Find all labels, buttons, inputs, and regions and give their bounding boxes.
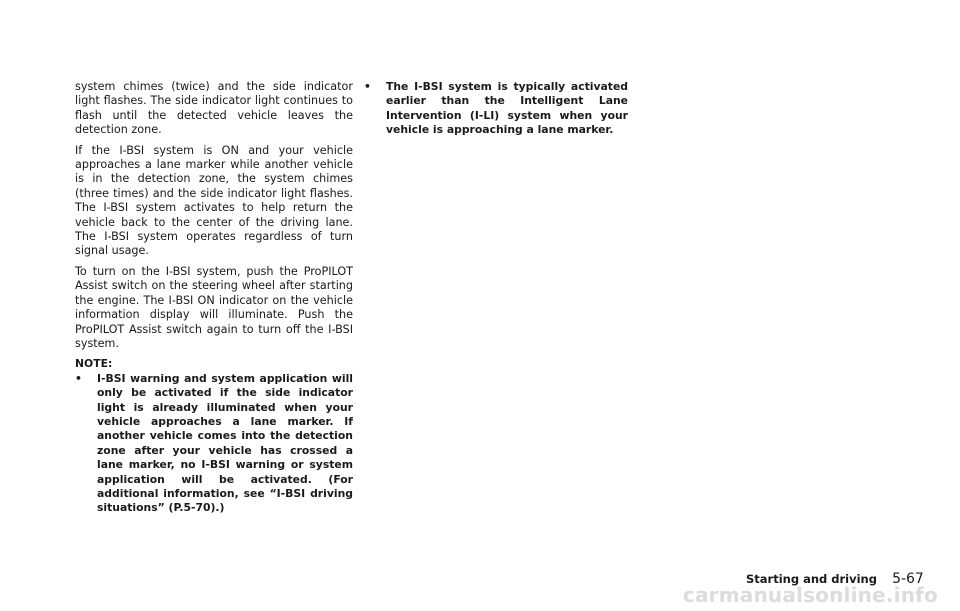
- note-bullet-item: [75, 372, 353, 516]
- bullet-icon: •: [364, 80, 371, 93]
- bullet-text: The I-BSI system is typically activated earlier than the Intelligent Lane Intervention (I-LI) system when your vehicle is approaching a lane marker.: [386, 80, 628, 137]
- bullet-icon: •: [75, 371, 82, 385]
- bullet-item: [364, 80, 628, 138]
- note-heading: NOTE:: [75, 357, 113, 371]
- paragraph: To turn on the I-BSI system, push the ProPILOT Assist switch on the steering wheel after starting the engine. The I-BSI ON indicator on the vehicle information display will illuminate. Push the ProPILOT Assist switch again to turn off the I-BSI system.: [75, 264, 353, 350]
- footer-section-title: Starting and driving: [746, 572, 877, 586]
- left-column: [75, 80, 353, 516]
- paragraph: If the I-BSI system is ON and your vehicle approaches a lane marker while another vehicle is in the detection zone, the system chimes (three times) and the side indicator light flashes. The I-BSI system activates to help return the vehicle back to the center of the driving lane. The I-BSI system operates regardless of turn signal usage.: [75, 143, 353, 258]
- paragraph: system chimes (twice) and the side indicator light flashes. The side indicator light continues to flash until the detected vehicle leaves the detection zone.: [75, 80, 353, 137]
- right-column: [364, 80, 628, 138]
- watermark: carmanualsonline.info: [682, 583, 938, 607]
- note-bullet-text: I-BSI warning and system application will only be activated if the side indicator light is already illuminated when your vehicle approaches a lane marker. If another vehicle comes into the detection zone after your vehicle has crossed a lane marker, no I-BSI warning or system application will be activated. (For additional information, see “I-BSI driving situations” (P.5-70).): [97, 371, 353, 515]
- page-number: 5-67: [892, 571, 924, 587]
